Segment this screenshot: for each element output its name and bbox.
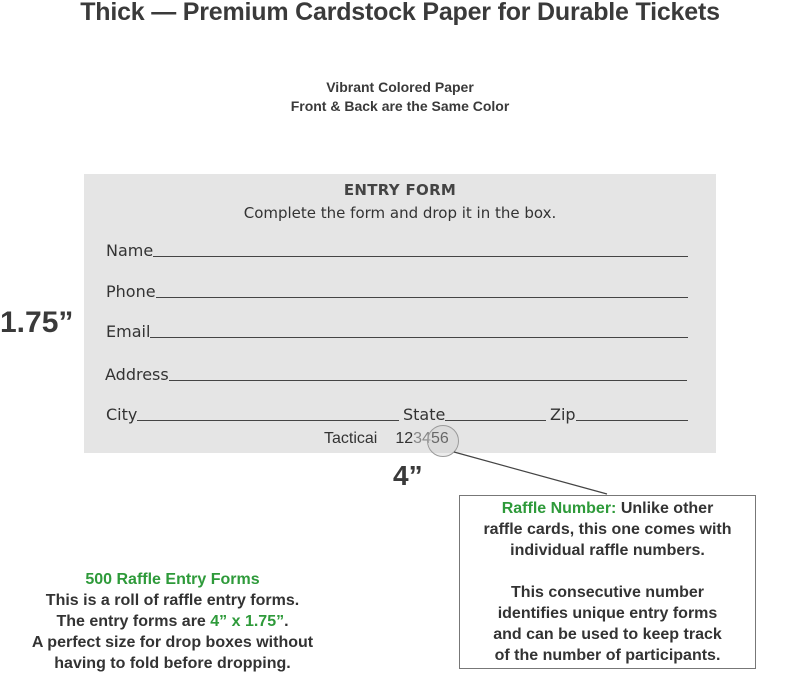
callout-line-4: This consecutive number [511, 584, 704, 601]
state-field [403, 405, 546, 424]
raffle-number-callout [459, 495, 756, 669]
serial-suffix: 56 [430, 430, 449, 447]
callout-line-6: and can be used to keep track [493, 626, 722, 643]
city-line [137, 420, 399, 421]
email-label: Email [106, 322, 151, 341]
state-line [445, 420, 546, 421]
product-info-heading: 500 Raffle Entry Forms [85, 571, 260, 588]
entry-form-title: ENTRY FORM [343, 181, 457, 199]
callout-line-2: raffle cards, this one comes with [483, 521, 732, 538]
callout-line-5: identifies unique entry forms [497, 605, 718, 622]
address-field [105, 365, 687, 384]
entry-form-instructions: Complete the form and drop it in the box. [243, 204, 557, 222]
product-info-line-1: This is a roll of raffle entry forms. [45, 592, 300, 609]
city-field [106, 405, 399, 424]
phone-line [156, 297, 688, 298]
product-info-line-4: having to fold before dropping. [54, 655, 291, 672]
serial-highlight: 34 [413, 430, 431, 447]
serial-prefix: 12 [395, 430, 414, 447]
zip-label: Zip [550, 405, 576, 424]
callout-line-1: Unlike other [616, 500, 714, 517]
city-label: City [106, 405, 138, 424]
product-info-line-3: A perfect size for drop boxes without [31, 634, 314, 651]
product-info-line-2-pre: The entry forms are [56, 613, 211, 630]
zip-line [576, 420, 688, 421]
entry-form-ticket [84, 174, 716, 453]
subtitle-colored-paper: Vibrant Colored Paper [326, 79, 474, 95]
subtitle-same-color: Front & Back are the Same Color [290, 98, 510, 114]
height-dimension-label: 1.75” [0, 306, 74, 339]
size-highlight: 4” x 1.75” [210, 613, 285, 630]
product-info-line-2 [0, 611, 345, 632]
product-info [0, 569, 345, 674]
callout-line-7: of the number of participants. [494, 647, 721, 664]
phone-label: Phone [106, 282, 156, 301]
phone-field [106, 282, 688, 301]
name-field [106, 241, 688, 260]
name-label: Name [106, 241, 154, 260]
state-label: State [403, 405, 446, 424]
page-title: Thick — Premium Cardstock Paper for Durable Tickets [80, 0, 720, 26]
name-line [153, 256, 688, 257]
width-dimension-label: 4” [393, 460, 423, 491]
email-field [106, 322, 688, 341]
address-label: Address [105, 365, 169, 384]
address-line [169, 380, 687, 381]
magnifier-circle-icon [427, 425, 459, 457]
brand-name: Tacticai [324, 430, 378, 447]
callout-line-3: individual raffle numbers. [510, 542, 705, 559]
product-info-line-2-post: . [284, 613, 289, 630]
callout-heading: Raffle Number: [501, 500, 617, 517]
zip-field [550, 405, 688, 424]
email-line [150, 337, 688, 338]
